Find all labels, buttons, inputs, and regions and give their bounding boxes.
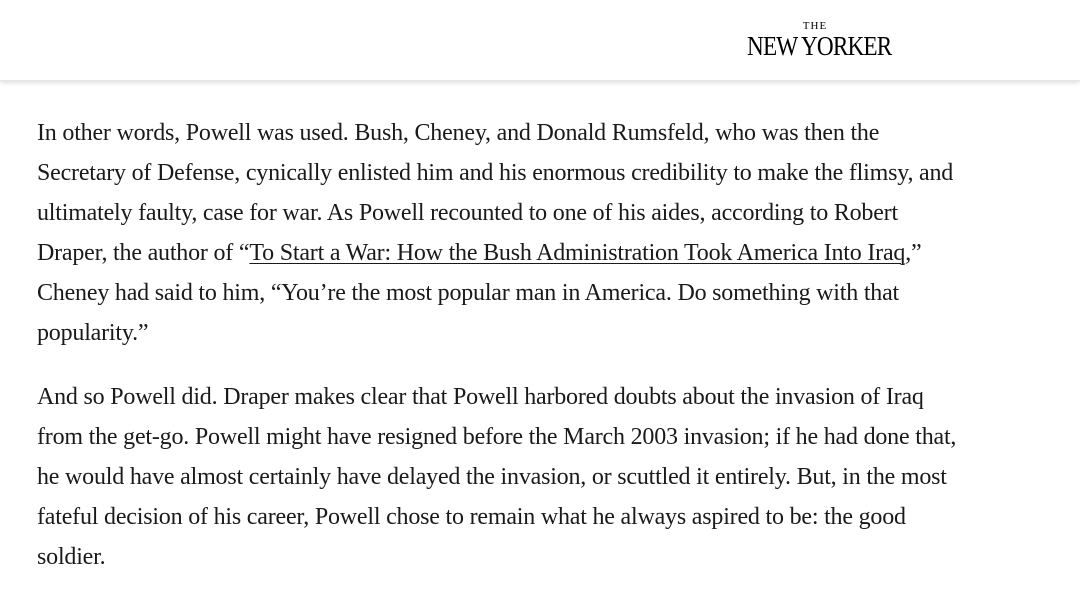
new-yorker-logo[interactable] [736, 20, 894, 60]
paragraph-2: And so Powell did. Draper makes clear that Powell harbored doubts about the invasion of Iraq from the get-go. Powell might have resigned before the March 2003 invasion; if he had done that, he would have almost certainly have delayed the invasion, or scuttled it entirely. But, in the most fateful decision of his career, Powell chose to remain what he always aspired to be: the good soldier. [37, 384, 957, 570]
site-header [0, 0, 1080, 81]
article-body [37, 113, 957, 577]
paragraph-1-text-after-link: ,” Cheney had said to him, “You’re the most popular man in America. Do something with that popularity.” [37, 240, 922, 346]
logo-name: NEW YORKER [747, 31, 892, 61]
paragraph-1 [37, 113, 957, 353]
logo-the: THE [802, 20, 828, 32]
paragraph-1-text-before-link: In other words, Powell was used. Bush, Cheney, and Donald Rumsfeld, who was then the Secretary of Defense, cynically enlisted him and his enormous credibility to make the flimsy, and ultimately faulty, case for war. As Powell recounted to one of his aides, according to Robert Draper, the author of “ [37, 120, 954, 266]
book-title-link[interactable]: To Start a War: How the Bush Administration Took America Into Iraq [249, 240, 906, 266]
